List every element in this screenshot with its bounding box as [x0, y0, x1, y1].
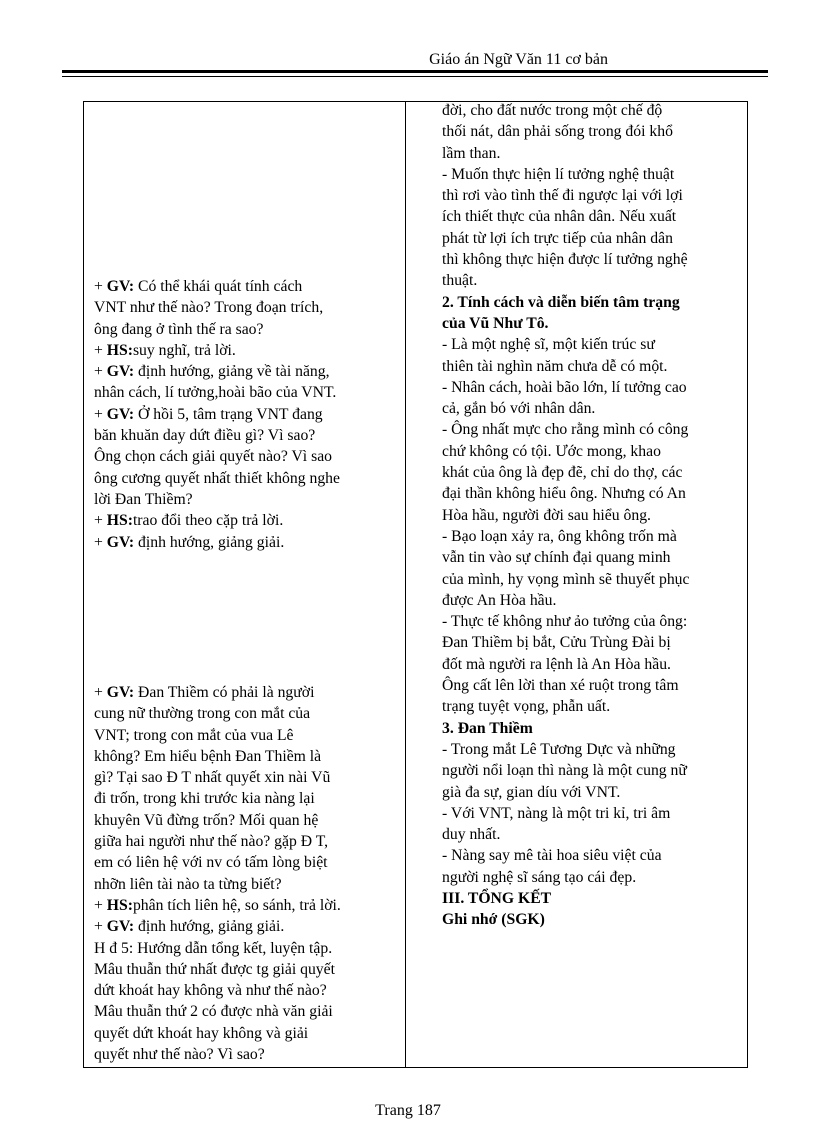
text-line: [442, 590, 748, 611]
text-run: +: [94, 363, 107, 381]
text-run: gì? Tại sao Đ T nhất quyết xin nài Vũ: [94, 769, 331, 787]
text-run: thì rơi vào tình thế đi ngược lại với lợi: [442, 187, 683, 205]
text-line: [94, 404, 394, 425]
header-rule-thick: [62, 70, 768, 73]
page-number: Trang 187: [375, 1102, 441, 1119]
bold-text: GV:: [106, 363, 135, 381]
text-run: thối nát, dân phải sống trong đói khổ: [442, 123, 673, 141]
text-run: dứt khoát hay không và như thế nào?: [94, 982, 327, 1000]
text-run: vẫn tin vào sự chính đại quang minh: [442, 549, 671, 567]
bold-text: 2. Tính cách và diễn biến tâm trạng: [442, 293, 680, 311]
text-run: trạng tuyệt vọng, phẫn uất.: [442, 698, 611, 716]
bold-text: của Vũ Như Tô.: [442, 314, 549, 332]
text-run: +: [94, 512, 107, 530]
text-run: quyết như thế nào? Vì sao?: [94, 1046, 265, 1064]
text-run: người nổi loạn thì nàng là một cung nữ: [442, 762, 687, 780]
text-run: băn khuăn day dứt điều gì? Vì sao?: [94, 427, 316, 445]
text-run: phân tích liên hệ, so sánh, trả lời.: [132, 896, 341, 914]
text-line: [442, 505, 748, 526]
text-run: H đ 5: Hướng dẫn tổng kết, luyện tập.: [94, 939, 333, 957]
text-run: - Thực tế không như ảo tưởng của ông:: [442, 613, 688, 631]
text-line: [94, 468, 394, 489]
document-header: Giáo án Ngữ Văn 11 cơ bản: [429, 51, 608, 68]
text-run: Hòa hầu, người đời sau hiểu ông.: [442, 506, 651, 524]
bold-text: III. TỔNG KẾT: [442, 889, 552, 907]
text-line: [94, 489, 394, 510]
text-run: +: [94, 341, 107, 359]
text-run: Mâu thuẫn thứ nhất được tg giải quyết: [94, 960, 335, 978]
text-run: +: [94, 405, 107, 423]
text-line: [442, 909, 748, 930]
text-run: định hướng, giảng giải.: [134, 533, 285, 551]
text-line: [94, 425, 394, 446]
bold-text: GV:: [106, 533, 135, 551]
lesson-table: [83, 101, 748, 1068]
text-line: [94, 725, 394, 746]
text-line: [442, 632, 748, 653]
text-line: [442, 313, 748, 334]
text-line: [442, 398, 748, 419]
text-line: [442, 462, 748, 483]
text-line: [94, 959, 394, 980]
text-line: [94, 831, 394, 852]
text-line: [442, 292, 748, 313]
text-run: nhân cách, lí tưởng,hoài bão của VNT.: [94, 384, 337, 402]
text-line: [442, 739, 748, 760]
text-line: [94, 1023, 394, 1044]
text-run: đời, cho đất nước trong một chế độ: [442, 102, 663, 119]
text-line: [442, 888, 748, 909]
text-run: +: [94, 533, 107, 551]
text-line: [442, 824, 748, 845]
left-column-block-2: [94, 682, 394, 1065]
text-run: Đan Thiềm có phải là người: [134, 684, 315, 701]
text-run: cung nữ thường trong con mắt của: [94, 705, 311, 723]
bold-text: HS:: [106, 341, 133, 359]
text-run: người nghệ sĩ sáng tạo cái đẹp.: [442, 868, 637, 886]
text-line: [442, 356, 748, 377]
text-line: [94, 276, 394, 297]
text-line: [442, 334, 748, 355]
text-line: [94, 980, 394, 1001]
text-run: Có thể khái quát tính cách: [134, 278, 303, 295]
text-line: [442, 547, 748, 568]
text-line: [442, 867, 748, 888]
text-run: ông đang ở tình thế ra sao?: [94, 320, 264, 338]
text-line: [442, 782, 748, 803]
text-run: khát của ông là đẹp đẽ, chỉ do thợ, các: [442, 464, 683, 482]
text-line: [94, 682, 394, 703]
text-line: [442, 483, 748, 504]
text-line: [94, 1044, 394, 1065]
text-line: [94, 788, 394, 809]
text-run: VNT như thế nào? Trong đoạn trích,: [94, 299, 324, 317]
text-run: Ông cất lên lời than xé ruột trong tâm: [442, 677, 679, 695]
text-run: em có liên hệ với nv có tấm lòng biệt: [94, 854, 328, 872]
text-line: [442, 675, 748, 696]
text-run: ông cương quyết nhất thiết không nghe: [94, 469, 340, 487]
text-run: thì không thực hiện được lí tưởng nghệ: [442, 251, 688, 269]
text-line: [94, 297, 394, 318]
text-line: [94, 810, 394, 831]
text-line: [442, 121, 748, 142]
column-divider: [405, 102, 406, 1067]
text-run: được An Hòa hầu.: [442, 591, 557, 609]
text-line: [94, 340, 394, 361]
text-run: - Ông nhất mực cho rằng mình có công: [442, 421, 689, 439]
text-line: [442, 760, 748, 781]
text-line: [442, 654, 748, 675]
text-run: - Nàng say mê tài hoa siêu việt của: [442, 847, 662, 865]
text-run: +: [94, 918, 107, 936]
text-run: Đan Thiềm bị bắt, Cửu Trùng Đài bị: [442, 634, 671, 652]
text-run: phát từ lợi ích trực tiếp của nhân dân: [442, 229, 673, 247]
bold-text: GV:: [106, 405, 135, 423]
text-run: cả, gắn bó với nhân dân.: [442, 400, 596, 418]
text-line: [94, 1001, 394, 1022]
text-line: [94, 446, 394, 467]
bold-text: HS:: [106, 896, 133, 914]
text-run: quyết dứt khoát hay không và giải: [94, 1024, 309, 1042]
text-run: thuật.: [442, 272, 478, 290]
header-rule-thin: [62, 76, 768, 77]
text-run: lầm than.: [442, 144, 501, 162]
text-line: [442, 526, 748, 547]
text-run: duy nhất.: [442, 826, 501, 844]
text-run: - Bạo loạn xảy ra, ông không trốn mà: [442, 527, 677, 545]
text-run: +: [94, 278, 107, 295]
text-line: [94, 767, 394, 788]
text-line: [94, 852, 394, 873]
text-run: lời Đan Thiềm?: [94, 490, 193, 508]
text-line: [94, 510, 394, 531]
text-run: Ông chọn cách giải quyết nào? Vì sao: [94, 448, 333, 466]
text-line: [94, 916, 394, 937]
text-run: già đa sự, gian díu với VNT.: [442, 783, 621, 801]
text-line: [94, 361, 394, 382]
text-line: [442, 270, 748, 291]
text-line: [94, 938, 394, 959]
text-run: khuyên Vũ đừng trốn? Mối quan hệ: [94, 811, 319, 829]
text-run: - Với VNT, nàng là một tri kỉ, tri âm: [442, 804, 671, 822]
text-run: đốt mà người ra lệnh là An Hòa hầu.: [442, 655, 671, 673]
text-run: +: [94, 896, 107, 914]
text-run: suy nghĩ, trả lời.: [132, 341, 236, 359]
bold-text: GV:: [106, 918, 135, 936]
text-line: [442, 569, 748, 590]
text-line: [442, 845, 748, 866]
text-run: giữa hai người như thế nào? gặp Đ T,: [94, 833, 329, 851]
text-line: [442, 164, 748, 185]
text-line: [442, 419, 748, 440]
bold-text: GV:: [106, 684, 135, 701]
text-line: [442, 441, 748, 462]
text-line: [442, 100, 748, 121]
text-line: [94, 746, 394, 767]
text-line: [94, 382, 394, 403]
text-line: [442, 718, 748, 739]
text-line: [94, 874, 394, 895]
text-run: - Là một nghệ sĩ, một kiến trúc sư: [442, 336, 655, 354]
bold-text: 3. Đan Thiềm: [442, 719, 533, 737]
text-line: [94, 895, 394, 916]
bold-text: GV:: [106, 278, 135, 295]
text-run: - Nhân cách, hoài bão lớn, lí tưởng cao: [442, 378, 687, 396]
text-run: định hướng, giảng giải.: [134, 918, 285, 936]
text-line: [442, 206, 748, 227]
text-run: - Muốn thực hiện lí tưởng nghệ thuật: [442, 165, 675, 183]
text-run: định hướng, giảng về tài năng,: [134, 363, 330, 381]
text-run: trao đổi theo cặp trả lời.: [132, 512, 284, 530]
left-column-block-1: [94, 276, 394, 553]
bold-text: HS:: [106, 512, 133, 530]
text-line: [442, 696, 748, 717]
text-run: không? Em hiểu bệnh Đan Thiềm là: [94, 747, 322, 765]
text-line: [442, 377, 748, 398]
text-run: thiên tài nghìn năm chưa dễ có một.: [442, 357, 668, 375]
text-run: +: [94, 684, 107, 701]
text-run: chứ không có tội. Ước mong, khao: [442, 442, 661, 460]
text-line: [442, 611, 748, 632]
text-run: đi trốn, trong khi trước kia nàng lại: [94, 790, 315, 808]
text-run: ích thiết thực của nhân dân. Nếu xuất: [442, 208, 677, 226]
text-line: [94, 319, 394, 340]
text-line: [442, 803, 748, 824]
right-column: [442, 100, 748, 931]
text-line: [442, 249, 748, 270]
text-run: Mâu thuẫn thứ 2 có được nhà văn giải: [94, 1003, 333, 1021]
text-line: [442, 185, 748, 206]
bold-text: Ghi nhớ (SGK): [442, 911, 545, 929]
text-run: VNT; trong con mắt của vua Lê: [94, 726, 294, 744]
text-line: [442, 143, 748, 164]
text-line: [442, 228, 748, 249]
text-line: [94, 532, 394, 553]
text-line: [94, 703, 394, 724]
text-run: đại thần không hiểu ông. Nhưng có An: [442, 485, 686, 503]
text-run: Ở hồi 5, tâm trạng VNT đang: [134, 405, 323, 423]
text-run: - Trong mắt Lê Tương Dực và những: [442, 740, 676, 758]
text-run: của mình, hy vọng mình sẽ thuyết phục: [442, 570, 690, 588]
text-run: nhỡn liên tài nào ta từng biết?: [94, 875, 282, 893]
